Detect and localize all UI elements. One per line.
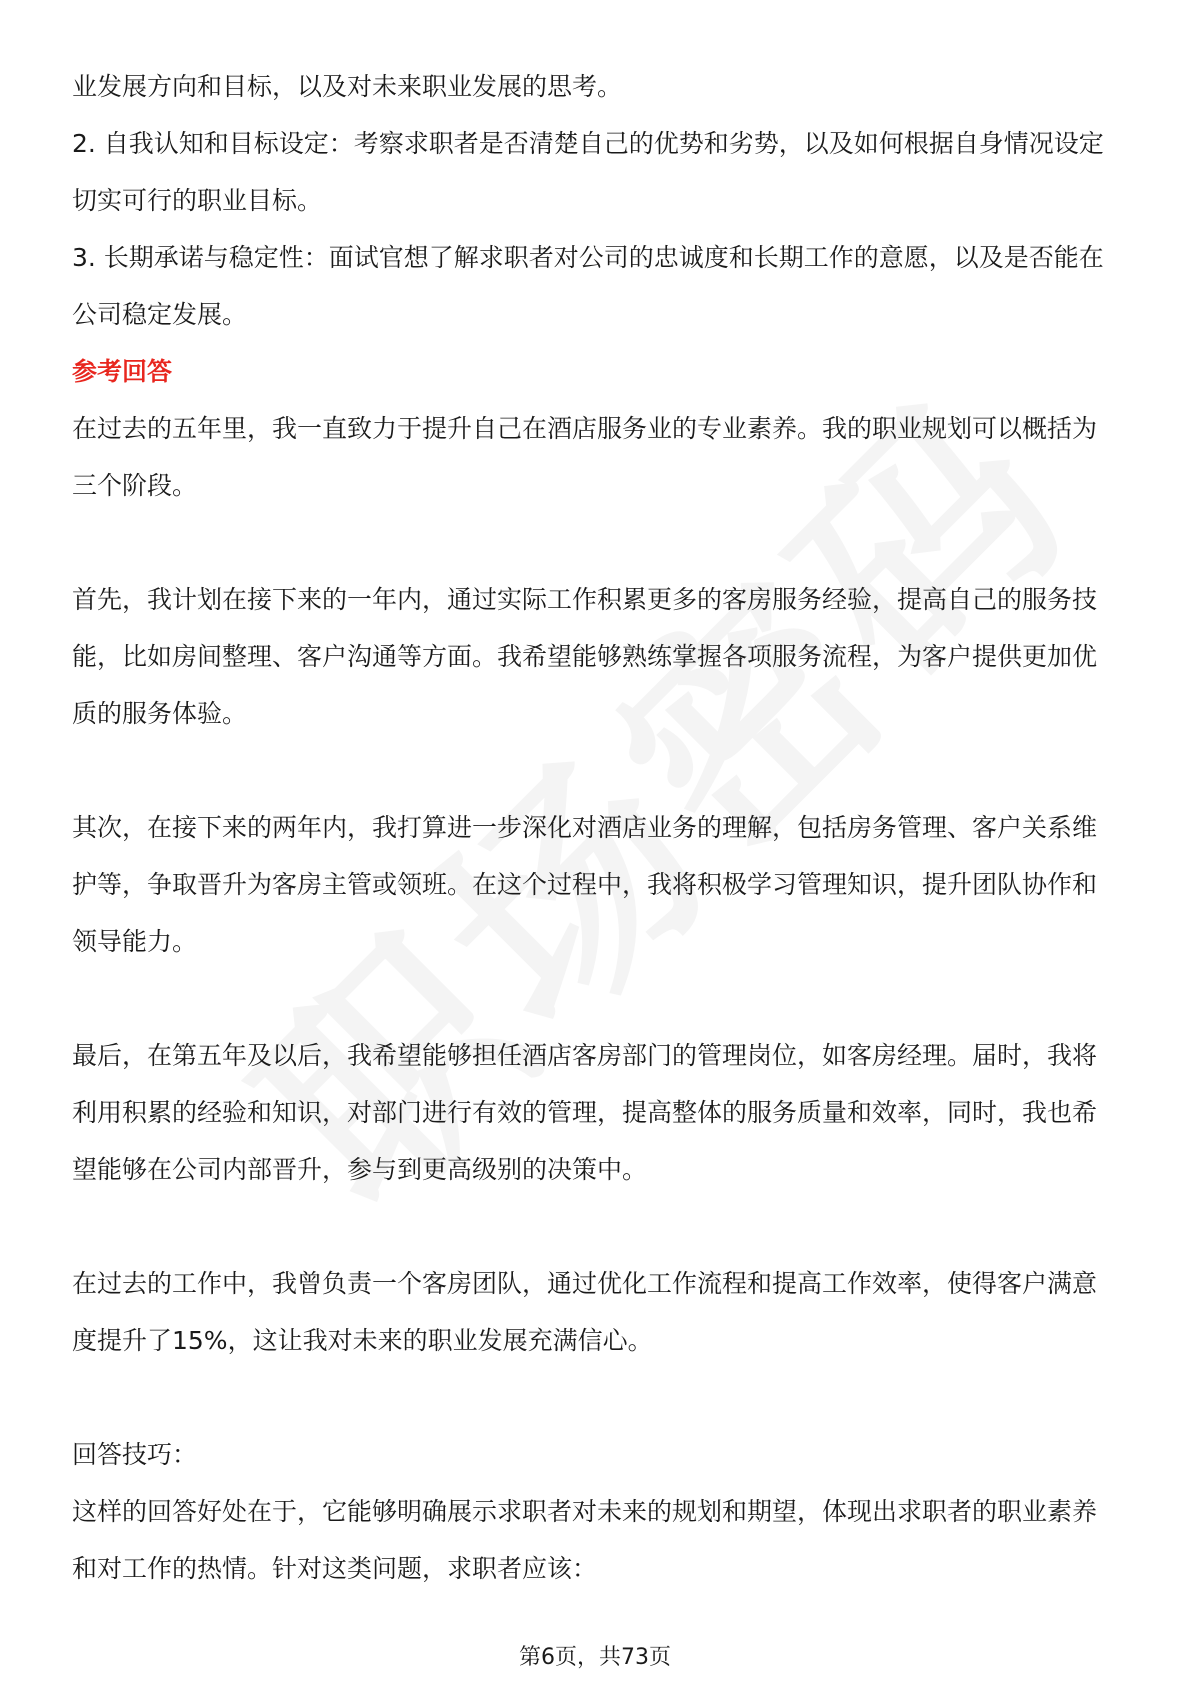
- paragraph-answer-intro: 在过去的五年里，我一直致力于提升自己在酒店服务业的专业素养。我的职业规划可以概括为三个阶段。: [72, 414, 1098, 500]
- paragraph-gap: [72, 1198, 1118, 1255]
- list-item-point-3: 3. 长期承诺与稳定性：面试官想了解求职者对公司的忠诚度和长期工作的意愿，以及是否能在公司稳定发展。: [72, 243, 1104, 329]
- paragraph-gap: [72, 514, 1118, 571]
- document-body: [72, 58, 1118, 1597]
- paragraph-gap: [72, 742, 1118, 799]
- paragraph-gap: [72, 970, 1118, 1027]
- list-item-point-2: 2. 自我认知和目标设定：考察求职者是否清楚自己的优势和劣势，以及如何根据自身情况设定切实可行的职业目标。: [72, 129, 1104, 215]
- reference-answer-heading: 参考回答: [72, 357, 173, 386]
- tips-heading: 回答技巧：: [72, 1440, 198, 1469]
- paragraph-gap: [72, 1369, 1118, 1426]
- paragraph-stage-1: 首先，我计划在接下来的一年内，通过实际工作积累更多的客房服务经验，提高自己的服务技能，比如房间整理、客户沟通等方面。我希望能够熟练掌握各项服务流程，为客户提供更加优质的服务体验。: [72, 585, 1098, 728]
- page-number: 第6页，共73页: [519, 1645, 671, 1670]
- paragraph-achievement: 在过去的工作中，我曾负责一个客房团队，通过优化工作流程和提高工作效率，使得客户满意度提升了15%，这让我对未来的职业发展充满信心。: [72, 1269, 1098, 1355]
- paragraph-stage-3: 最后，在第五年及以后，我希望能够担任酒店客房部门的管理岗位，如客房经理。届时，我将利用积累的经验和知识，对部门进行有效的管理，提高整体的服务质量和效率，同时，我也希望能够在公司内部晋升，参与到更高级别的决策中。: [72, 1041, 1098, 1184]
- paragraph-stage-2: 其次，在接下来的两年内，我打算进一步深化对酒店业务的理解，包括房务管理、客户关系维护等，争取晋升为客房主管或领班。在这个过程中，我将积极学习管理知识，提升团队协作和领导能力。: [72, 813, 1098, 956]
- paragraph-tips-body: 这样的回答好处在于，它能够明确展示求职者对未来的规划和期望，体现出求职者的职业素养和对工作的热情。针对这类问题，求职者应该：: [72, 1497, 1098, 1583]
- paragraph-intro-tail: 业发展方向和目标，以及对未来职业发展的思考。: [72, 72, 623, 101]
